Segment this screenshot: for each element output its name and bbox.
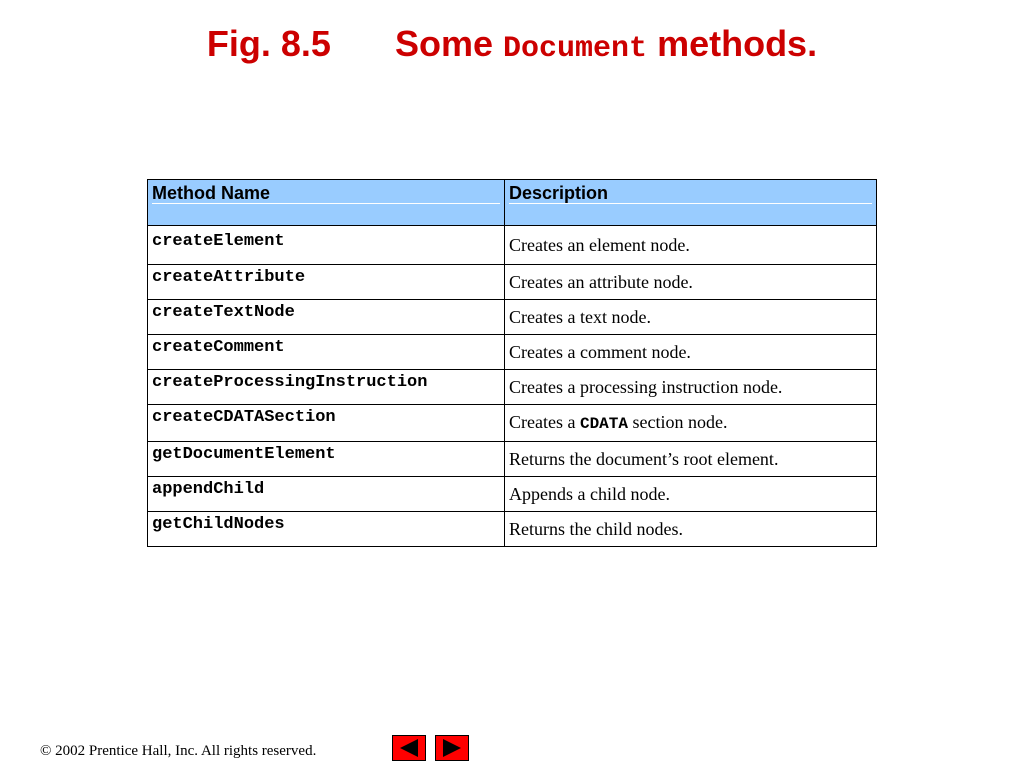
- header-row: [148, 180, 877, 226]
- next-slide-button[interactable]: [435, 735, 469, 761]
- table-row: [148, 370, 877, 405]
- method-name-cell: getDocumentElement: [148, 442, 505, 477]
- title-code: Document: [503, 32, 648, 66]
- method-name-cell: createCDATASection: [148, 405, 505, 442]
- title-prefix: Some: [394, 23, 493, 64]
- description-cell: [505, 405, 877, 442]
- title-suffix: methods.: [657, 23, 818, 64]
- header-method-name-label: Method Name: [152, 180, 500, 204]
- description-cell: Appends a child node.: [505, 477, 877, 512]
- method-name-cell: appendChild: [148, 477, 505, 512]
- right-arrow-icon: [436, 736, 468, 760]
- description-cell: Creates a comment node.: [505, 335, 877, 370]
- header-method-name: [148, 180, 505, 226]
- method-name-cell: getChildNodes: [148, 512, 505, 547]
- method-name-cell: createProcessingInstruction: [148, 370, 505, 405]
- figure-number: Fig. 8.5: [206, 23, 331, 64]
- description-cell: Creates a text node.: [505, 300, 877, 335]
- table-row: [148, 405, 877, 442]
- methods-table: [147, 179, 877, 547]
- method-name-cell: createTextNode: [148, 300, 505, 335]
- description-cell: Returns the child nodes.: [505, 512, 877, 547]
- method-name-cell: createComment: [148, 335, 505, 370]
- previous-slide-button[interactable]: [392, 735, 426, 761]
- description-cell: Creates an attribute node.: [505, 265, 877, 300]
- slide-title: [0, 20, 1024, 73]
- description-text: section node.: [632, 412, 728, 432]
- table-row: [148, 512, 877, 547]
- table-row: [148, 300, 877, 335]
- left-arrow-icon: [393, 736, 425, 760]
- table-row: [148, 335, 877, 370]
- table-row: [148, 226, 877, 265]
- table-row: [148, 265, 877, 300]
- description-cell: Creates a processing instruction node.: [505, 370, 877, 405]
- description-code: CDATA: [579, 415, 628, 433]
- description-cell: Creates an element node.: [505, 226, 877, 265]
- method-name-cell: createAttribute: [148, 265, 505, 300]
- header-description: [505, 180, 877, 226]
- description-text: Creates a: [509, 412, 576, 432]
- table-row: [148, 477, 877, 512]
- description-cell: Returns the document’s root element.: [505, 442, 877, 477]
- table-row: [148, 442, 877, 477]
- method-name-cell: createElement: [148, 226, 505, 265]
- header-description-label: Description: [509, 180, 872, 204]
- copyright-footer: © 2002 Prentice Hall, Inc. All rights reserved.: [40, 743, 317, 759]
